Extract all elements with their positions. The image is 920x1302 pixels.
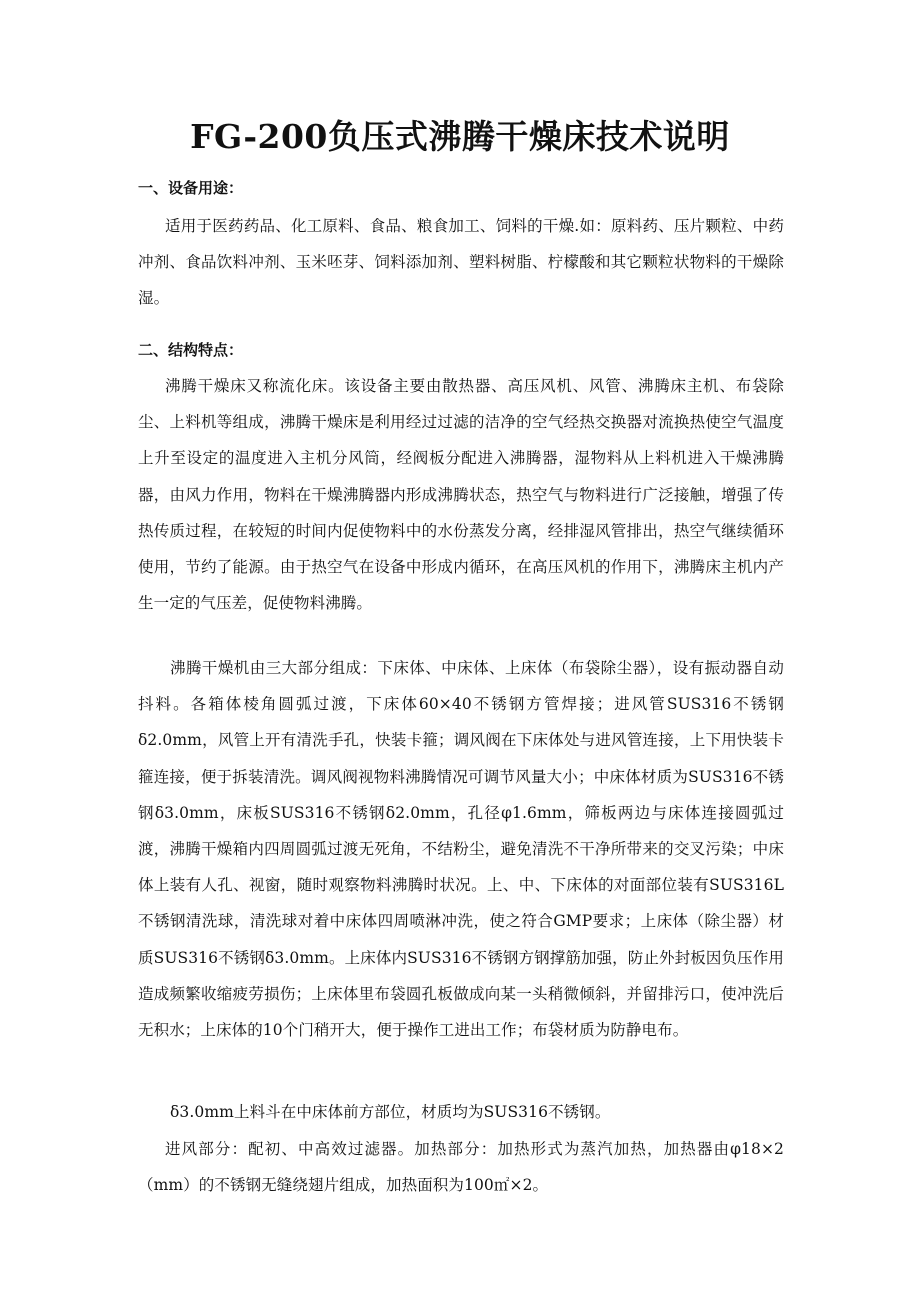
section-heading-structure: 二、结构特点： [138, 341, 244, 359]
document-title: FG-200负压式沸腾干燥床技术说明 [190, 117, 730, 156]
usage-paragraph: 适用于医药药品、化工原料、食品、粮食加工、饲料的干燥.如：原料药、压片颗粒、中药冲剂、食品饮料冲剂、玉米呸芽、饲料添加剂、塑料树脂、柠檬酸和其它颗粒状物料的干燥除湿。 [138, 217, 784, 308]
structure-paragraph-4: 进风部分：配初、中高效过滤器。加热部分：加热形式为蒸汽加热，加热器由φ18×2（mm）的不锈钢无缝绕翅片组成，加热面积为100㎡×2。 [138, 1140, 784, 1195]
structure-paragraph-2: 沸腾干燥机由三大部分组成：下床体、中床体、上床体（布袋除尘器），设有振动器自动抖料。各箱体棱角圆弧过渡，下床体60×40不锈钢方管焊接；进风管SUS316不锈钢δ2.0mm，风管上开有清洗手孔，快装卡箍；调风阀在下床体处与进风管连接，上下用快装卡箍连接，便于拆装清洗。调风阀视物料沸腾情况可调节风量大小；中床体材质为SUS316不锈钢δ3.0mm，床板SUS316不锈钢δ2.0mm，孔径φ1.6mm，筛板两边与床体连接圆弧过渡，沸腾干燥箱内四周圆弧过渡无死角，不结粉尘，避免清洗不干净所带来的交叉污染；中床体上装有人孔、视窗，随时观察物料沸腾时状况。上、中、下床体的对面部位装有SUS316L不锈钢清洗球，清洗球对着中床体四周喷淋冲洗，使之符合GMP要求；上床体（除尘器）材质SUS316不锈钢δ3.0mm。上床体内SUS316不锈钢方钢撑筋加强，防止外封板因负压作用造成频繁收缩疲劳损伤；上床体里布袋圆孔板做成向某一头稍微倾斜，并留排污口，使冲洗后无积水；上床体的10个门稍开大，便于操作工进出工作；布袋材质为防静电布。 [138, 659, 784, 1040]
structure-paragraph-3: δ3.0mm上料斗在中床体前方部位，材质均为SUS316不锈钢。 [170, 1103, 611, 1121]
structure-paragraph-1: 沸腾干燥床又称流化床。该设备主要由散热器、高压风机、风管、沸腾床主机、布袋除尘、上料机等组成，沸腾干燥床是利用经过过滤的洁净的空气经热交换器对流换热使空气温度上升至设定的温度进入主机分风筒，经阀板分配进入沸腾器，湿物料从上料机进入干燥沸腾器，由风力作用，物料在干燥沸腾器内形成沸腾状态，热空气与物料进行广泛接触，增强了传热传质过程，在较短的时间内促使物料中的水份蒸发分离，经排湿风管排出，热空气继续循环使用，节约了能源。由于热空气在设备中形成内循环，在高压风机的作用下，沸腾床主机内产生一定的气压差，促使物料沸腾。 [138, 377, 784, 613]
section-heading-usage: 一、设备用途： [138, 179, 244, 197]
